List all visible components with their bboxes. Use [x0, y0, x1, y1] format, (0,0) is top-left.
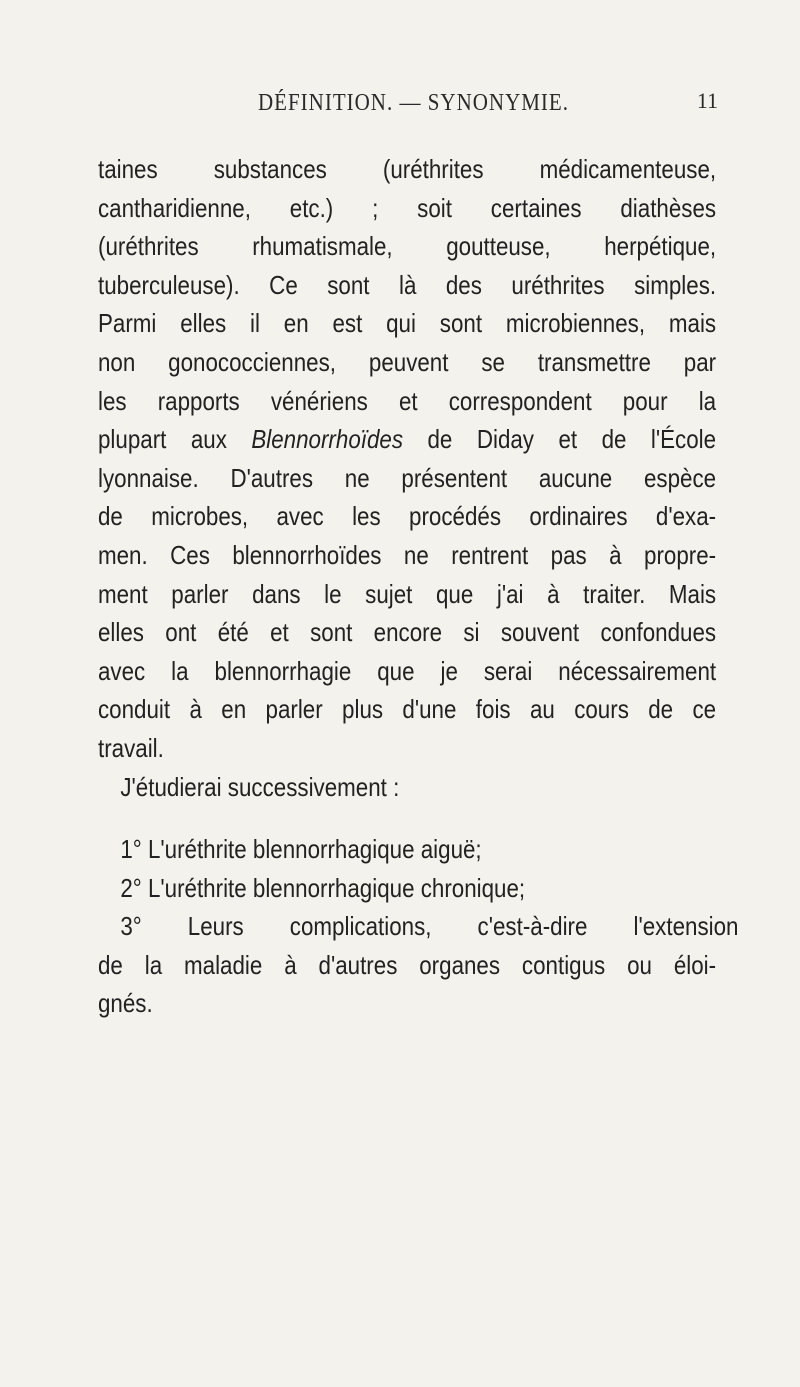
text-fragment: de Diday et de l'École — [427, 424, 717, 455]
list-item-continuation: gnés. — [98, 988, 153, 1019]
text-line: travail. — [98, 732, 164, 763]
body-text — [98, 150, 739, 1023]
list-item: 2° L'uréthrite blennorrhagique chronique; — [120, 872, 526, 903]
list-item: 1° L'uréthrite blennorrhagique aiguë; — [120, 834, 482, 865]
running-title: DÉFINITION. — SYNONYMIE. — [258, 88, 569, 116]
text-line: non gonococciennes, peuvent se transmettre par — [98, 346, 717, 377]
list-item: 3° Leurs complications, c'est-à-dire l'extension — [120, 911, 739, 942]
text-line: men. Ces blennorrhoïdes ne rentrent pas à propre- — [98, 539, 717, 570]
paragraph-intro: J'étudierai successivement : — [120, 771, 400, 802]
text-line: tuberculeuse). Ce sont là des uréthrites simples. — [98, 269, 717, 300]
text-line — [98, 420, 716, 459]
list-item-continuation: de la maladie à d'autres organes contigus ou éloi- — [98, 949, 717, 980]
text-line: avec la blennorrhagie que je serai nécessairement — [98, 655, 717, 686]
text-fragment: plupart aux — [98, 424, 227, 455]
text-line: (uréthrites rhumatismale, goutteuse, herpétique, — [98, 231, 717, 262]
text-line: de microbes, avec les procédés ordinaires d'exa- — [98, 501, 717, 532]
text-line: Parmi elles il en est qui sont microbiennes, mais — [98, 308, 717, 339]
page-header — [98, 82, 718, 118]
page-number: 11 — [696, 88, 718, 113]
text-line: cantharidienne, etc.) ; soit certaines diathèses — [98, 192, 717, 223]
text-line: les rapports vénériens et correspondent pour la — [98, 385, 717, 416]
text-line: conduit à en parler plus d'une fois au cours de ce — [98, 694, 717, 725]
spacer — [98, 806, 716, 830]
text-line: taines substances (uréthrites médicamenteuse, — [98, 154, 717, 184]
text-line: ment parler dans le sujet que j'ai à traiter. Mais — [98, 578, 717, 609]
italic-term: Blennorrhoïdes — [251, 424, 404, 455]
text-line: elles ont été et sont encore si souvent confondues — [98, 617, 717, 648]
text-line: lyonnaise. D'autres ne présentent aucune espèce — [98, 462, 717, 493]
